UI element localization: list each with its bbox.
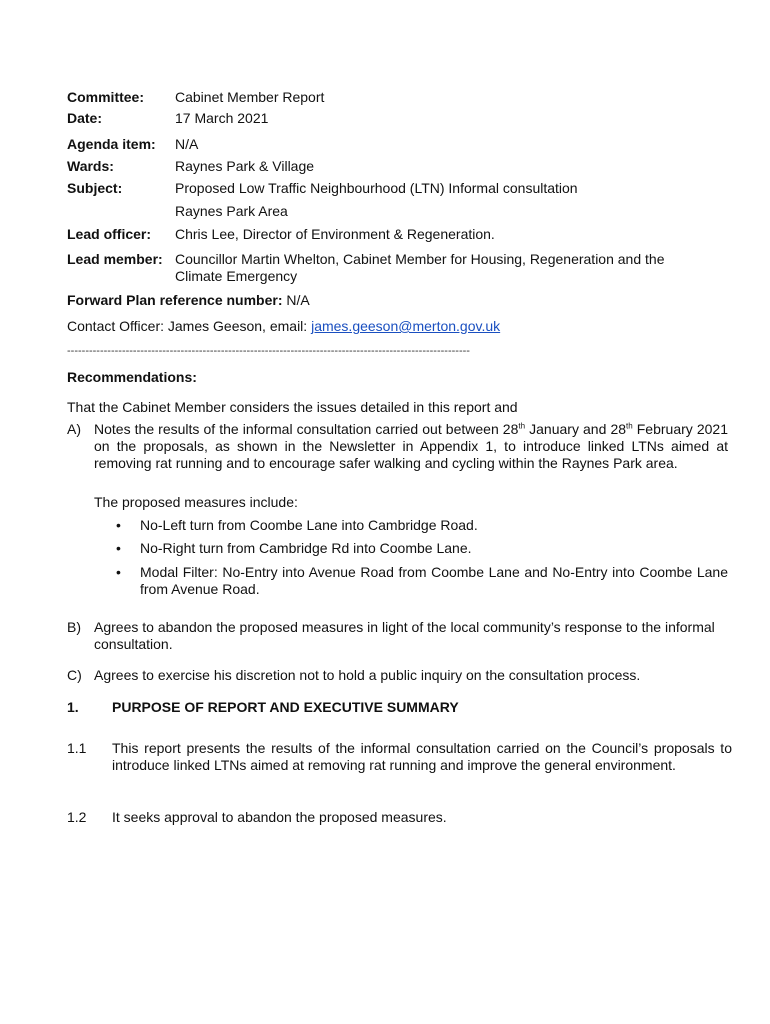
lead-officer-label: Lead officer:	[67, 226, 152, 242]
measure-item: • Modal Filter: No-Entry into Avenue Road from Coombe Lane and No-Entry into Coombe Lane from Avenue Road.	[116, 564, 728, 597]
divider: --------------------------------------------------------------------------------------------------------------	[67, 345, 470, 357]
para-1-2-number: 1.2	[67, 809, 87, 825]
bullet-icon: •	[116, 517, 121, 533]
date-value: 17 March 2021	[175, 110, 269, 126]
section1-number: 1.	[67, 699, 79, 715]
contact-email-link[interactable]: james.geeson@merton.gov.uk	[311, 318, 501, 334]
subject-line2: Raynes Park Area	[175, 203, 288, 219]
lead-member-line2: Climate Emergency	[175, 268, 298, 284]
rec-a-letter: A)	[67, 421, 81, 437]
rec-b-letter: B)	[67, 619, 81, 635]
rec-c-letter: C)	[67, 667, 82, 683]
subject-label: Subject:	[67, 180, 123, 196]
rec-b-text: Agrees to abandon the proposed measures in light of the local community’s response to the informal consultation.	[94, 619, 715, 652]
wards-value: Raynes Park & Village	[175, 158, 315, 174]
forward-plan-label: Forward Plan reference number:	[67, 292, 283, 308]
lead-member-line1: Councillor Martin Whelton, Cabinet Member for Housing, Regeneration and the	[175, 251, 665, 267]
committee-label: Committee:	[67, 89, 145, 105]
measure-item: • No-Right turn from Cambridge Rd into Coombe Lane.	[116, 540, 472, 556]
para-1-2-text: It seeks approval to abandon the proposed measures.	[112, 809, 447, 825]
para-1-1-text: This report presents the results of the informal consultation carried on the Council’s proposals to introduce linked LTNs aimed at removing rat running and improve the general environment.	[112, 740, 732, 773]
para-1-1-number: 1.1	[67, 740, 87, 756]
measure-item: • No-Left turn from Coombe Lane into Cambridge Road.	[116, 517, 478, 533]
section1-heading: PURPOSE OF REPORT AND EXECUTIVE SUMMARY	[112, 699, 459, 715]
bullet-icon: •	[116, 564, 121, 580]
subject-line1: Proposed Low Traffic Neighbourhood (LTN) Informal consultation	[175, 180, 578, 196]
rec-a-text: Notes the results of the informal consultation carried out between 28th January and 28th February 2021 on the proposals, as shown in the Newsletter in Appendix 1, to introduce linked LTNs aimed at removing rat running and to encourage safer walking and cycling within the Raynes Park area.	[94, 421, 728, 471]
recommendations-heading: Recommendations:	[67, 369, 197, 385]
recommendations-intro: That the Cabinet Member considers the issues detailed in this report and	[67, 399, 518, 415]
measures-intro: The proposed measures include:	[94, 494, 298, 510]
forward-plan	[67, 292, 310, 309]
rec-c-text: Agrees to exercise his discretion not to hold a public inquiry on the consultation process.	[94, 667, 641, 683]
bullet-icon: •	[116, 540, 121, 556]
lead-member-label: Lead member:	[67, 251, 163, 267]
agenda-label: Agenda item:	[67, 136, 156, 152]
lead-officer-value: Chris Lee, Director of Environment & Regeneration.	[175, 226, 495, 242]
contact-text: Contact Officer: James Geeson, email:	[67, 318, 312, 334]
date-label: Date:	[67, 110, 103, 126]
agenda-value: N/A	[175, 136, 199, 152]
committee-value: Cabinet Member Report	[175, 89, 325, 105]
forward-plan-value: N/A	[286, 292, 310, 308]
wards-label: Wards:	[67, 158, 114, 174]
contact-officer	[67, 318, 500, 335]
